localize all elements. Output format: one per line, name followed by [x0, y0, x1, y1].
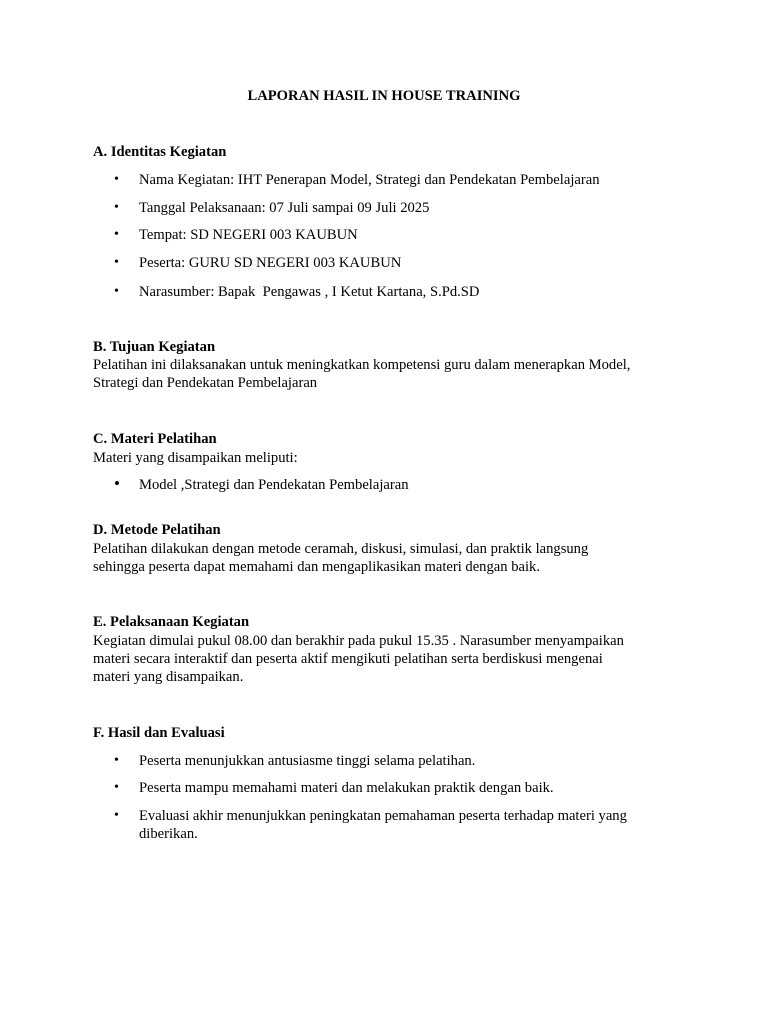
- section-f-heading: F. Hasil dan Evaluasi: [93, 725, 225, 741]
- document-title: LAPORAN HASIL IN HOUSE TRAINING: [247, 88, 521, 104]
- list-item-text: Model ,Strategi dan Pendekatan Pembelajaran: [139, 477, 409, 493]
- list-item-text: Peserta: GURU SD NEGERI 003 KAUBUN: [139, 255, 402, 271]
- section-d-heading: D. Metode Pelatihan: [93, 522, 221, 538]
- bullet-icon: •: [114, 255, 119, 270]
- bullet-icon: •: [114, 284, 119, 299]
- bullet-icon: •: [114, 172, 119, 187]
- bullet-icon: •: [114, 808, 119, 823]
- section-b-heading: B. Tujuan Kegiatan: [93, 339, 216, 355]
- section-e-line-1: Kegiatan dimulai pukul 08.00 dan berakhir pada pukul 15.35 . Narasumber menyampaikan: [93, 633, 624, 649]
- list-item-text: Peserta mampu memahami materi dan melakukan praktik dengan baik.: [139, 780, 554, 796]
- section-e-line-2: materi secara interaktif dan peserta aktif mengikuti pelatihan serta berdiskusi mengenai: [93, 651, 603, 667]
- section-e-heading: E. Pelaksanaan Kegiatan: [93, 614, 250, 630]
- list-item-text: Peserta menunjukkan antusiasme tinggi selama pelatihan.: [139, 753, 476, 769]
- section-c-intro: Materi yang disampaikan meliputi:: [93, 450, 298, 466]
- bullet-icon: •: [114, 753, 119, 768]
- list-item-text: Evaluasi akhir menunjukkan peningkatan pemahaman peserta terhadap materi yang: [139, 808, 627, 824]
- list-item-text: Tanggal Pelaksanaan: 07 Juli sampai 09 Juli 2025: [139, 200, 430, 216]
- section-d-line-1: Pelatihan dilakukan dengan metode ceramah, diskusi, simulasi, dan praktik langsung: [93, 541, 589, 557]
- list-item-text: diberikan.: [139, 826, 198, 842]
- section-a-heading: A. Identitas Kegiatan: [93, 144, 227, 160]
- section-c-heading: C. Materi Pelatihan: [93, 431, 217, 447]
- section-d-line-2: sehingga peserta dapat memahami dan mengaplikasikan materi dengan baik.: [93, 559, 540, 575]
- bullet-icon: •: [114, 780, 119, 795]
- list-item-text: Narasumber: Bapak Pengawas , I Ketut Kartana, S.Pd.SD: [139, 284, 480, 300]
- list-item-text: Tempat: SD NEGERI 003 KAUBUN: [139, 227, 358, 243]
- bullet-icon: •: [114, 227, 119, 242]
- list-item-text: Nama Kegiatan: IHT Penerapan Model, Strategi dan Pendekatan Pembelajaran: [139, 172, 600, 188]
- bullet-icon: •: [114, 474, 120, 493]
- section-b-line-1: Pelatihan ini dilaksanakan untuk meningkatkan kompetensi guru dalam menerapkan Model,: [93, 357, 631, 373]
- section-e-line-3: materi yang disampaikan.: [93, 669, 244, 685]
- section-b-line-2: Strategi dan Pendekatan Pembelajaran: [93, 375, 318, 391]
- bullet-icon: •: [114, 200, 119, 215]
